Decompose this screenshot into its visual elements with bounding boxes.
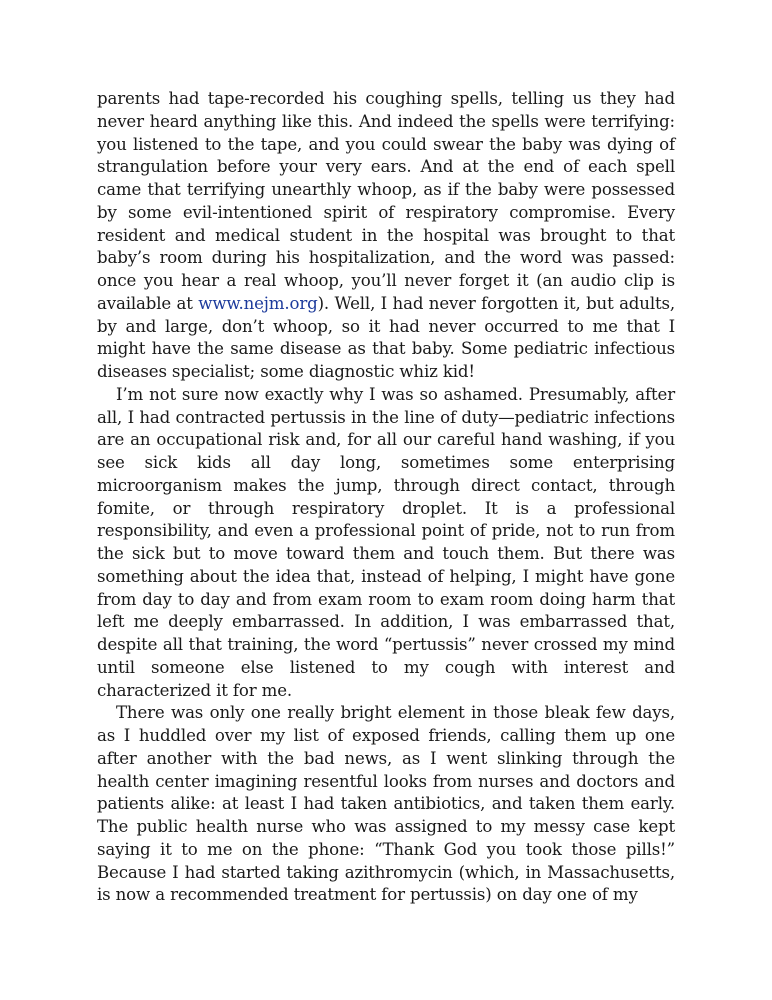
paragraph-1 [97,88,675,384]
nejm-link[interactable]: www.nejm.org [198,293,318,313]
paragraph-3: There was only one really bright element in those bleak few days, as I huddled over my list of exposed friends, calling them up one after another with the bad news, as I went slinking through the health center imagining resentful looks from nurses and doctors and patients alike: at least I had taken antibiotics, and taken them early. The public health nurse who was assigned to my messy case kept saying it to me on the phone: “Thank God you took those pills!” Because I had started taking azithromycin (which, in Massachusetts, is now a recommended treatment for pertussis) on day one of my [97,703,675,905]
paragraph-1-text-start: parents had tape-recorded his coughing spells, telling us they had never heard anything like this. And indeed the spells were terrifying: you listened to the tape, and you could swear the baby was dying of strangulation before your very ears. And at the end of each spell came that terrifying unearthly whoop, as if the baby were possessed by some evil-intentioned spirit of respiratory compromise. Every resident and medical student in the hospital was brought to that baby’s room during his hospitalization, and the word was passed: once you hear a real whoop, you’ll never forget it (an audio clip is available at [97,89,675,313]
paragraph-2: I’m not sure now exactly why I was so ashamed. Presumably, after all, I had contracted pertussis in the line of duty—pediatric infections are an occupational risk and, for all our careful hand washing, if you see sick kids all day long, sometimes some enterprising microorganism makes the jump, through direct contact, through fomite, or through respiratory droplet. It is a professional responsibility, and even a professional point of pride, not to run from the sick but to move toward them and touch them. But there was something about the idea that, instead of helping, I might have gone from day to day and from exam room to exam room doing harm that left me deeply embarrassed. In addition, I was embarrassed that, despite all that training, the word “pertussis” never crossed my mind until someone else listened to my cough with interest and characterized it for me. [97,384,675,700]
paragraph-1-text-end: ). Well, I had never forgotten it, but adults, by and large, don’t whoop, so it had never occurred to me that I might have the same disease as that baby. Some pediatric infectious diseases specialist; some diagnostic whiz kid! [97,293,675,381]
article-body [97,88,675,907]
